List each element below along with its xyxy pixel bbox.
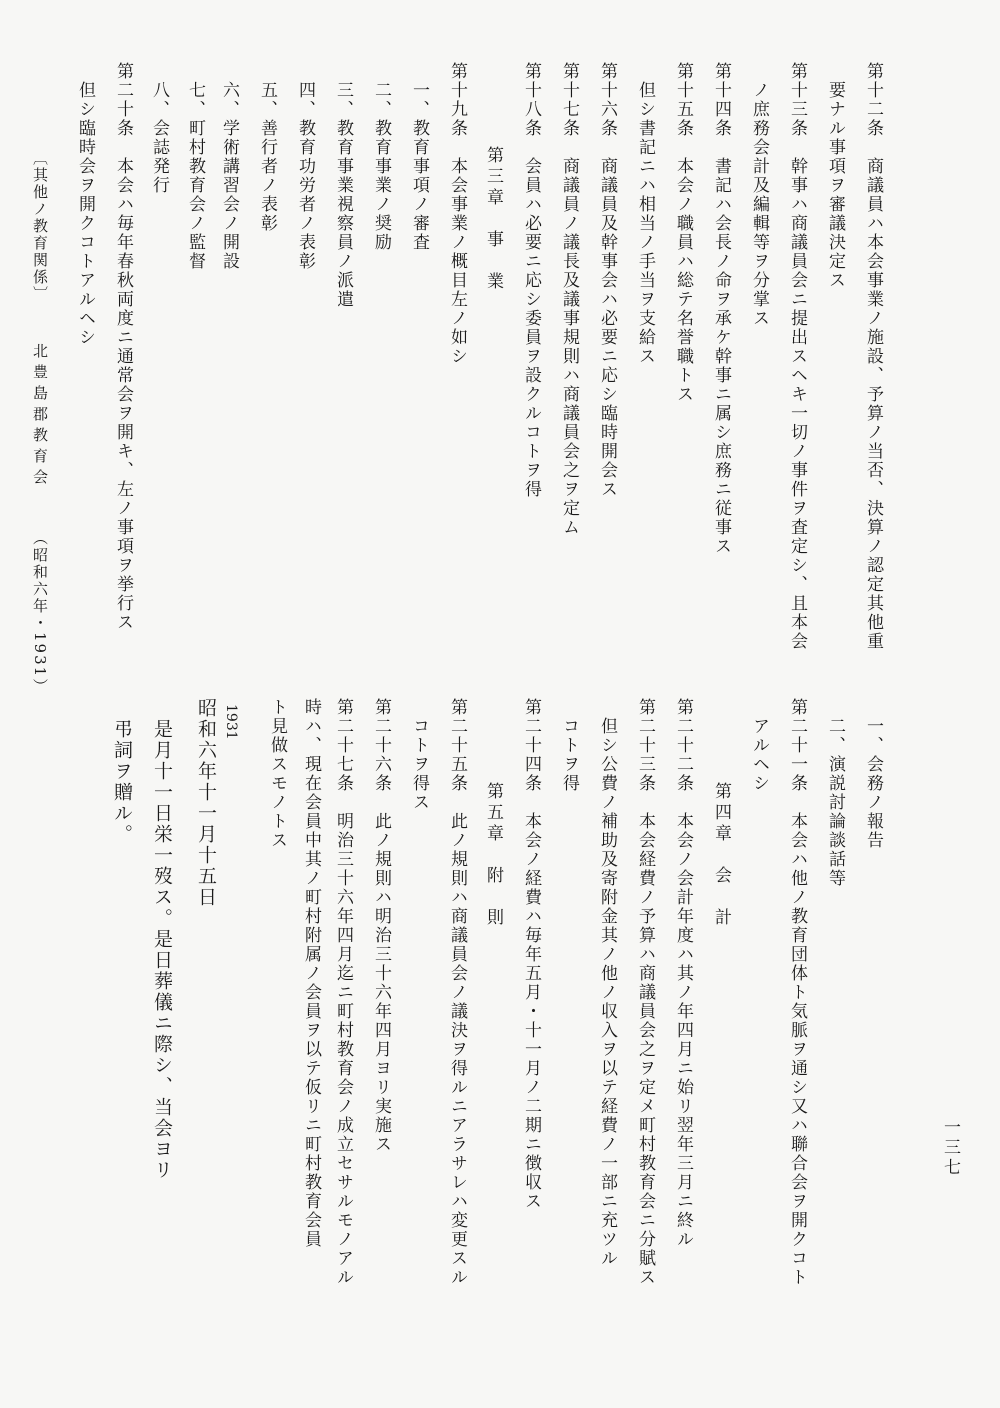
text-line: 第十七条 商議員ノ議長及議事規則ハ商議員会之ヲ定ム	[559, 62, 579, 537]
text-line: 第十六条 商議員及幹事会ハ必要ニ応シ臨時開会ス	[597, 62, 617, 499]
text-line: 第二十二条 本会ノ会計年度ハ其ノ年四月ニ始リ翌年三月ニ終ル	[673, 698, 693, 1249]
text-line: 時ハ、現在会員中其ノ町村附属ノ会員ヲ以テ仮リニ町村教育会員	[301, 698, 321, 1249]
year-marker: 1931	[223, 704, 239, 740]
text-line: 要ナル事項ヲ審議決定ス	[825, 62, 845, 290]
date-heading: 昭和六年十一月十五日	[195, 698, 217, 908]
text-line: 但シ臨時会ヲ開クコトアルヘシ	[75, 62, 95, 347]
text-line: 第二十四条 本会ノ経費ハ毎年五月・十一月ノ二期ニ徴収ス	[521, 698, 541, 1211]
list-item: 一、教育事項ノ審査	[409, 62, 429, 252]
running-category: 〔其他ノ教育関係〕	[31, 150, 49, 303]
text-line: 第十九条 本会事業ノ概目左ノ如シ	[447, 62, 467, 366]
text-line: 但シ書記ニハ相当ノ手当ヲ支給ス	[635, 62, 655, 366]
list-item: 三、教育事業視察員ノ派遣	[333, 62, 353, 309]
text-line: 是月十一日栄一歿ス。是日葬儀ニ際シ、当会ヨリ	[151, 698, 173, 1181]
text-line: 第二十一条 本会ハ他ノ教育団体ト気脈ヲ通シ又ハ聯合会ヲ開クコト	[787, 698, 807, 1287]
text-line: 第十八条 会員ハ必要ニ応シ委員ヲ設クルコトヲ得	[521, 62, 541, 499]
text-line: アルヘシ	[749, 698, 769, 793]
chapter-heading: 第四章 会 計	[711, 698, 731, 929]
list-item: 五、善行者ノ表彰	[257, 62, 277, 233]
list-item: 七、町村教育会ノ監督	[185, 62, 205, 271]
list-item: 一、会務ノ報告	[863, 698, 883, 850]
text-line: ノ庶務会計及編輯等ヲ分掌ス	[749, 62, 769, 328]
text-line: 第十三条 幹事ハ商議員会ニ提出スヘキ一切ノ事件ヲ査定シ、且本会	[787, 62, 807, 651]
text-line: 但シ公費ノ補助及寄附金其ノ他ノ収入ヲ以テ経費ノ一部ニ充ツル	[597, 698, 617, 1268]
text-line: 弔詞ヲ贈ル。	[111, 698, 133, 845]
text-line: 第二十条 本会ハ毎年春秋両度ニ通常会ヲ開キ、左ノ事項ヲ挙行ス	[113, 62, 133, 632]
text-line: コトヲ得ス	[409, 698, 429, 812]
page-number: 一三七	[940, 1118, 960, 1178]
text-line: 第十二条 商議員ハ本会事業ノ施設、予算ノ当否、決算ノ認定其他重	[863, 62, 883, 651]
list-item: 二、演説討論談話等	[825, 698, 845, 888]
text-line: 第十四条 書記ハ会長ノ命ヲ承ケ幹事ニ属シ庶務ニ従事ス	[711, 62, 731, 556]
text-line: 第二十五条 此ノ規則ハ商議員会ノ議決ヲ得ルニアラサレハ変更スル	[447, 698, 467, 1287]
text-line: 第十五条 本会ノ職員ハ総テ名誉職トス	[673, 62, 693, 404]
list-item: 八、会誌発行	[149, 62, 169, 195]
list-item: 二、教育事業ノ奨励	[371, 62, 391, 252]
running-year: （昭和六年・1931）	[31, 530, 49, 696]
text-line: ト見做スモノトス	[267, 698, 287, 850]
list-item: 四、教育功労者ノ表彰	[295, 62, 315, 271]
chapter-heading: 第五章 附 則	[483, 698, 503, 929]
running-header	[30, 150, 51, 695]
text-line: 第二十七条 明治三十六年四月迄ニ町村教育会ノ成立セサルモノアル	[333, 698, 353, 1287]
chapter-heading: 第三章 事 業	[483, 62, 503, 293]
text-line: 第二十三条 本会経費ノ予算ハ商議員会之ヲ定メ町村教育会ニ分賦ス	[635, 698, 655, 1287]
text-line: コトヲ得	[559, 698, 579, 793]
running-title: 北豊島郡教育会	[31, 343, 49, 490]
text-line: 第二十六条 此ノ規則ハ明治三十六年四月ヨリ実施ス	[371, 698, 391, 1154]
list-item: 六、学術講習会ノ開設	[219, 62, 239, 271]
